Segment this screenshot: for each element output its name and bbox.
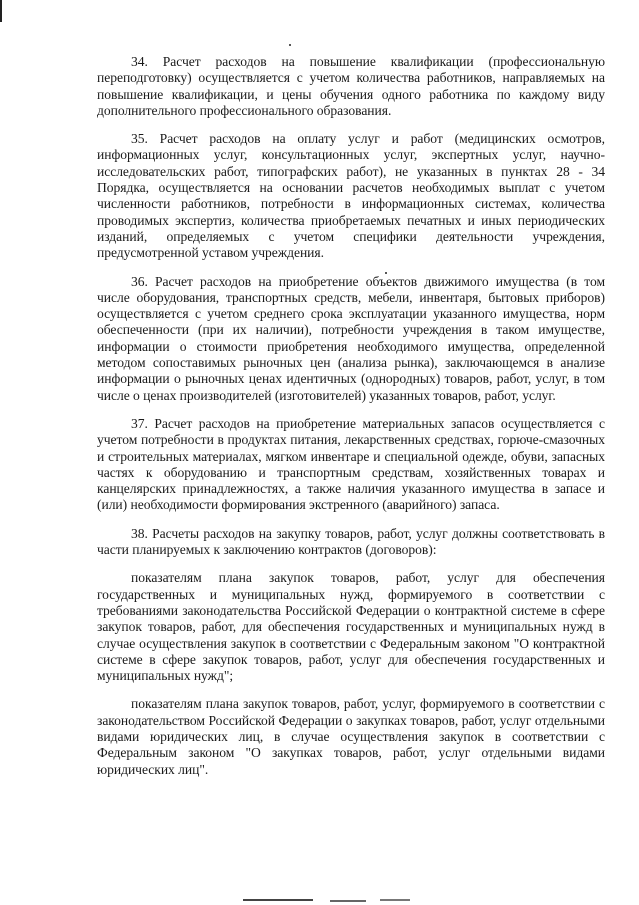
- paragraph-34: 34. Расчет расходов на повышение квалификации (профессиональную переподготовку) осуществляется с учетом количества работников, направляемых на повышение квалификации, и цены обучения одного работника по каждому виду дополнительного профессионального образования.: [97, 54, 605, 118]
- scan-bottom-edge-mark: [380, 899, 410, 901]
- paragraph-38-item-1: показателям плана закупок товаров, работ, услуг для обеспечения государственных и муниципальных нужд, формируемого в соответствии с требованиями законодательства Российской Федерации о контрактной системе в сфере закупок товаров, работ, для обеспечения государственных и муниципальных нужд в случае осуществления закупок в соответствии с Федеральным законом "О контрактной системе в сфере закупок товаров, работ, услуг для обеспечения государственных и муниципальных нужд";: [97, 570, 605, 684]
- paragraph-38-item-2: показателям плана закупок товаров, работ, услуг, формируемого в соответствии с законодательством Российской Федерации о закупках товаров, работ, услуг отдельными видами юридических лиц, в случае осуществления закупок в соответствии с Федеральным законом "О закупках товаров, работ, услуг отдельными видами юридических лиц".: [97, 696, 605, 777]
- scan-bottom-edge-mark: [330, 900, 366, 902]
- document-page: [97, 54, 605, 790]
- paragraph-36: 36. Расчет расходов на приобретение объектов движимого имущества (в том числе оборудования, транспортных средств, мебели, инвентаря, бытовых приборов) осуществляется с учетом среднего срока эксплуатации указанного имущества, норм обеспеченности (при их наличии), потребности учреждения в таком имуществе, информации о стоимости приобретения необходимого имущества, определенной методом сопоставимых рыночных цен (анализа рынка), заключающемся в анализе информации о рыночных ценах идентичных (однородных) товаров, работ, услуг, в том числе о ценах производителей (изготовителей) указанных товаров, работ, услуг.: [97, 273, 605, 403]
- paragraph-37: 37. Расчет расходов на приобретение материальных запасов осуществляется с учетом потребности в продуктах питания, лекарственных средствах, горюче-смазочных и строительных материалах, мягком инвентаре и специальной одежде, обуви, запасных частях к оборудованию и транспортным средствам, хозяйственных товарах и канцелярских принадлежностях, а также наличия указанного имущества в запасе и (или) необходимости формирования экстренного (аварийного) запаса.: [97, 415, 605, 513]
- paragraph-35: 35. Расчет расходов на оплату услуг и работ (медицинских осмотров, информационных услуг, консультационных услуг, экспертных услуг, научно-исследовательских работ, типографских работ), не указанных в пунктах 28 - 34 Порядка, осуществляется на основании расчетов необходимых выплат с учетом численности работников, потребности в информационных системах, количества проводимых экспертиз, количества приобретаемых печатных и иных периодических изданий, определяемых с учетом специфики деятельности учреждения, предусмотренной уставом учреждения.: [97, 131, 605, 261]
- scan-speck: [289, 44, 291, 46]
- scan-bottom-edge-mark: [243, 899, 313, 901]
- scan-corner-mark: [0, 0, 2, 22]
- paragraph-38: 38. Расчеты расходов на закупку товаров, работ, услуг должны соответствовать в части планируемых к заключению контрактов (договоров):: [97, 525, 605, 558]
